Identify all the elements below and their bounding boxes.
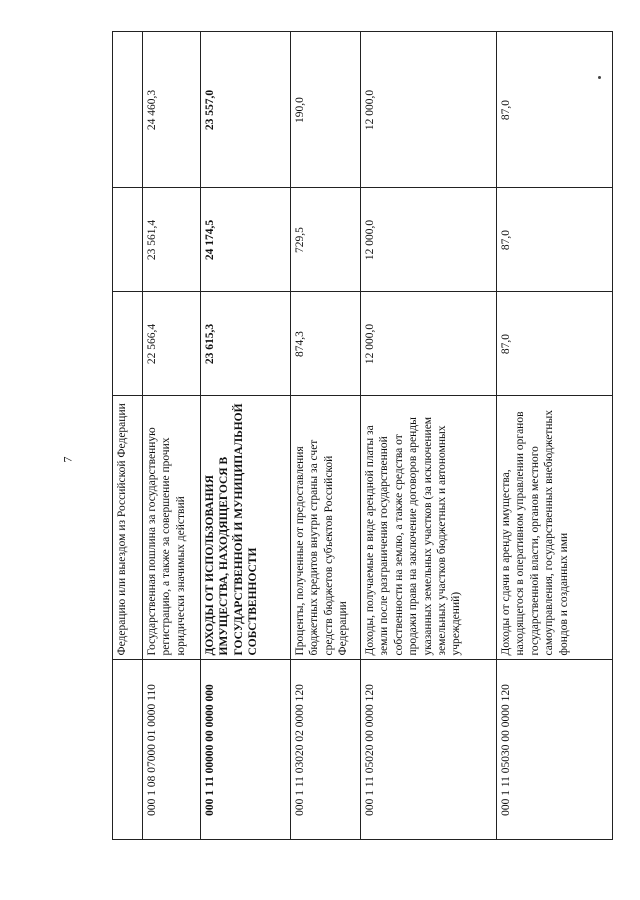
revenue-name: Проценты, полученные от предоставления бюджетных кредитов внутри страны за счет средств бюджетов субъектов Российской Федерации: [291, 396, 361, 660]
value-year-2: 729,5: [291, 188, 361, 292]
table-row: [143, 32, 201, 840]
table-row: [113, 32, 143, 840]
revenue-name: Доходы, получаемые в виде арендной платы за земли после разграничения государственной собственности на землю, а также средства от продажи права на заключение договоров аренды указанных земельных участков (за исключением земельных участков бюджетных и автономных учреждений): [361, 396, 497, 660]
value-year-2: 87,0: [497, 188, 613, 292]
table-row: [291, 32, 361, 840]
value-year-3: 12 000,0: [361, 32, 497, 188]
revenue-name: Доходы от сдачи в аренду имущества, находящегося в оперативном управлении органов государственной власти, органов местного самоуправления, государственных внебюджетных фондов и созданных ими: [497, 396, 613, 660]
value-year-3: 87,0: [497, 32, 613, 188]
value-year-1: [113, 292, 143, 396]
budget-code: 000 1 11 03020 02 0000 120: [291, 660, 361, 840]
table-row: [361, 32, 497, 840]
rotated-page: [112, 32, 612, 840]
value-year-2: 24 174,5: [201, 188, 291, 292]
page-number: 7: [60, 456, 75, 463]
value-year-3: 23 557,0: [201, 32, 291, 188]
budget-code: 000 1 11 05030 00 0000 120: [497, 660, 613, 840]
revenue-name: Государственная пошлина за государственную регистрацию, а также за совершение прочих юридически значимых действий: [143, 396, 201, 660]
value-year-1: 22 566,4: [143, 292, 201, 396]
table-row: [201, 32, 291, 840]
budget-code: [113, 660, 143, 840]
value-year-3: [113, 32, 143, 188]
value-year-1: 23 615,3: [201, 292, 291, 396]
value-year-3: 190,0: [291, 32, 361, 188]
table-row: [497, 32, 613, 840]
rotated-table-wrapper: [112, 32, 612, 840]
budget-code: 000 1 11 00000 00 0000 000: [201, 660, 291, 840]
value-year-3: 24 460,3: [143, 32, 201, 188]
budget-code: 000 1 08 07000 01 0000 110: [143, 660, 201, 840]
revenue-table: [112, 32, 613, 841]
value-year-1: 12 000,0: [361, 292, 497, 396]
revenue-name: Федерацию или выездом из Российской Федерации: [113, 396, 143, 660]
value-year-1: 874,3: [291, 292, 361, 396]
value-year-2: 23 561,4: [143, 188, 201, 292]
value-year-2: 12 000,0: [361, 188, 497, 292]
revenue-name: ДОХОДЫ ОТ ИСПОЛЬЗОВАНИЯ ИМУЩЕСТВА, НАХОДЯЩЕГОСЯ В ГОСУДАРСТВЕННОЙ И МУНИЦИПАЛЬНОЙ СОБСТВЕННОСТИ: [201, 396, 291, 660]
value-year-1: 87,0: [497, 292, 613, 396]
budget-code: 000 1 11 05020 00 0000 120: [361, 660, 497, 840]
value-year-2: [113, 188, 143, 292]
